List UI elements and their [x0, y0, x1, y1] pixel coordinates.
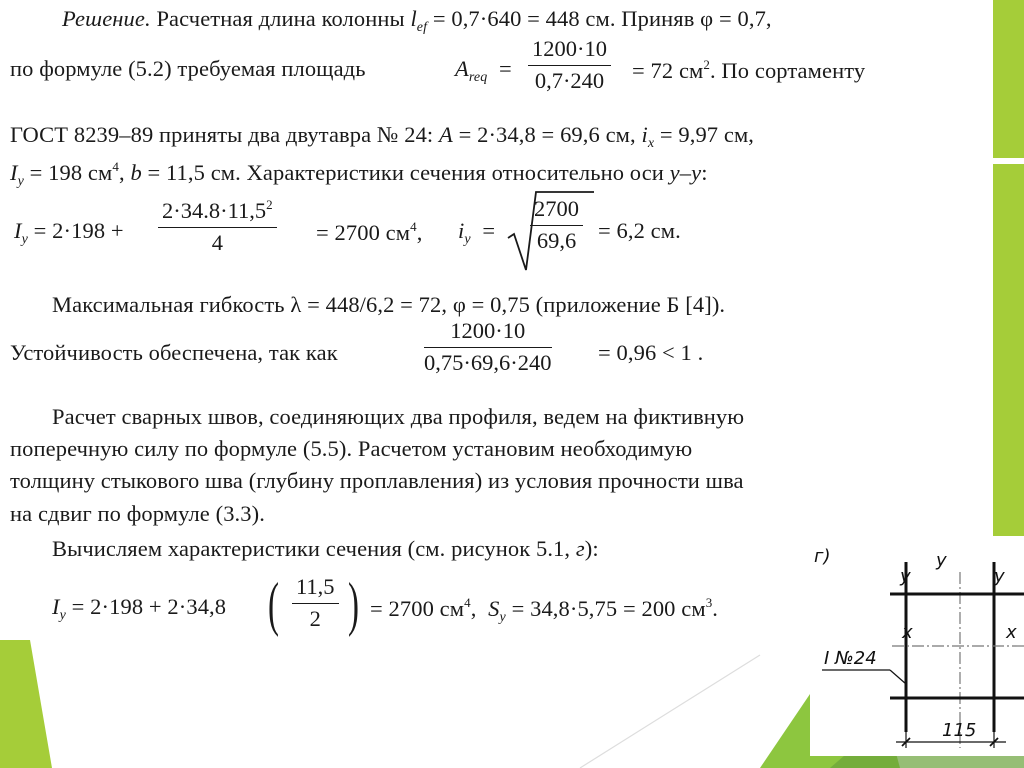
axis-y-label-mid: y [936, 550, 947, 571]
weld-paragraph-line-1: Расчет сварных швов, соединяющих два профиля, ведем на фиктивную [52, 404, 745, 429]
iy-2-result: = 2700 $см^4$, $S_y = 34,8\cdot 5,75 = 200$ $см^3$. [370, 595, 719, 625]
solution-line-1: Решение. Расчетная длина колонны $l_{ef} = 0,7\cdot 640 = 448$ см. Приняв φ = 0,7, [62, 6, 772, 35]
radius-result: = 6,2 см. [598, 218, 681, 243]
iy-result: = 2700 $см^4$, [316, 219, 423, 245]
stability-text: Устойчивость обеспечена, так как [10, 340, 338, 365]
figure-panel-label: г) [814, 546, 831, 567]
weld-paragraph-line-4: на сдвиг по формуле (3.3). [10, 501, 265, 526]
solution-line-4: $I_y = 198$ $см^4$, b = 11,5 см. Характеристики сечения относительно оси y–y: [10, 159, 708, 189]
weld-paragraph-line-3: толщину стыкового шва (глубину проплавления) из условия прочности шва [10, 468, 744, 493]
axis-x-label-left: x [902, 622, 913, 643]
area-fraction: $\frac{1200\cdot 10}{0,7\cdot 240}$ [528, 38, 611, 92]
radius-lhs: $i_y$ = [458, 218, 496, 247]
section-props-line: Вычисляем характеристики сечения (см. рисунок 5.1, г): [52, 536, 599, 561]
iy-2-fraction: $\frac{11,5}{2}$ [292, 576, 339, 630]
axis-y-label-left: y [900, 566, 911, 587]
slenderness-line: Максимальная гибкость λ = 448/6,2 = 72, φ = 0,75 (приложение Б [4]). [52, 292, 726, 317]
iy-formula-lhs: $I_y = 2\cdot 198$ + [14, 218, 124, 247]
axis-x-label-right: x [1006, 622, 1017, 643]
cross-section-figure [810, 536, 1024, 756]
paren-right: ) [348, 571, 359, 637]
iy-fraction: $\frac{2\cdot 34.8\cdot 11,5^2}{4}$ [158, 198, 277, 254]
radius-fraction: $\frac{2700}{69,6}$ [530, 198, 583, 252]
paren-left: ( [268, 571, 279, 637]
solution-line-3: ГОСТ 8239–89 приняты два двутавра № 24: A = 2·34,8 = 69,6 см, $i_x = 9,97$ см, [10, 122, 755, 151]
dimension-label: 115 [942, 720, 977, 741]
stability-fraction: $\frac{1200\cdot 10}{0,75\cdot 69,6\cdot 240}$ [424, 318, 552, 375]
weld-paragraph-line-2: поперечную силу по формуле (5.5). Расчетом установим необходимую [10, 436, 693, 461]
solution-line-2-text: по формуле (5.2) требуемая площадь [10, 56, 366, 81]
stability-result: = 0,96 < 1 . [598, 340, 704, 365]
axis-y-label-right: y [994, 566, 1005, 587]
area-result: = 72 $см^2$. По сортаменту [632, 57, 866, 83]
profile-label: I №24 [824, 648, 877, 669]
area-formula-lhs: $A_{req}$ = [455, 56, 512, 85]
solution-heading: Решение. [62, 6, 151, 31]
iy-formula-2-lhs: $I_y = 2\cdot 198 + 2\cdot 34,8$ [52, 594, 227, 623]
